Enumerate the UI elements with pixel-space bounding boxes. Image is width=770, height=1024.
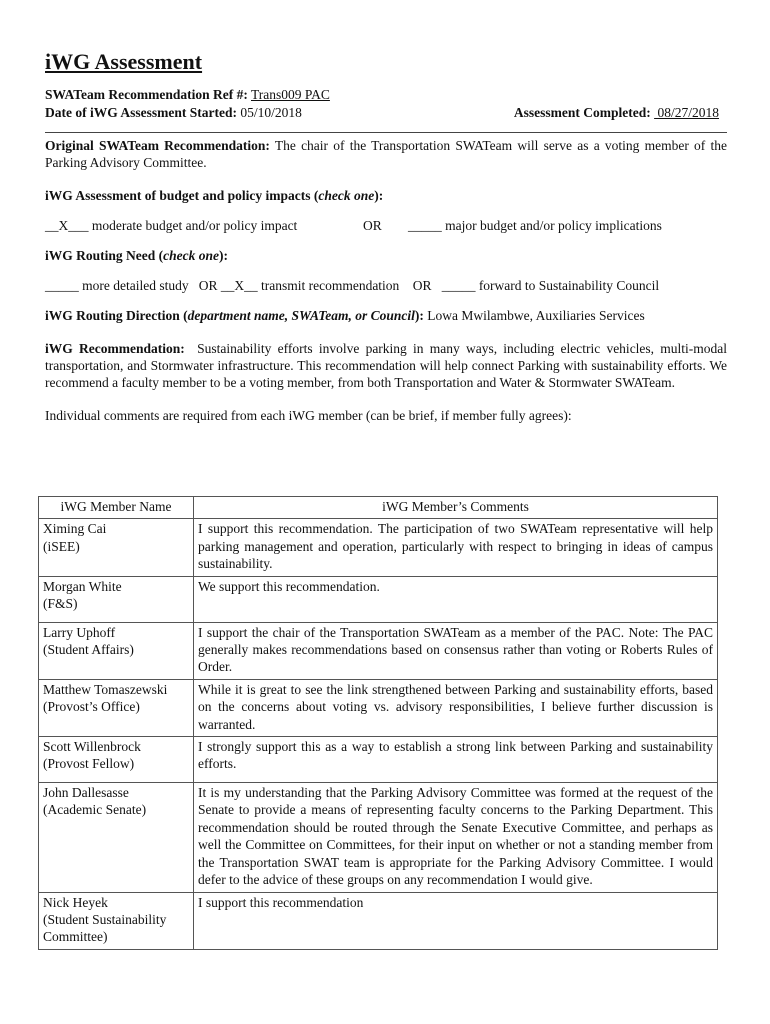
- member-affiliation: (Provost Fellow): [43, 756, 135, 772]
- routing-need-heading: [45, 247, 727, 265]
- member-cell: [39, 737, 194, 783]
- member-comment: I support this recommendation: [194, 892, 718, 949]
- routing-direction: [45, 307, 727, 324]
- member-affiliation: (iSEE): [43, 538, 80, 554]
- member-comment: I support the chair of the Transportation SWATeam as a member of the PAC. Note: The PAC generally makes recommendations based on consensus rather than voting or Roberts Rules of Order.: [194, 622, 718, 679]
- member-affiliation: (Student Sustainability Committee): [43, 911, 167, 945]
- completed-group: [514, 104, 719, 122]
- comments-table: [38, 496, 718, 950]
- header-member-name: iWG Member Name: [39, 497, 194, 519]
- member-comment: It is my understanding that the Parking Advisory Committee was formed at the request of the Senate to provide a means of representing faculty concerns to the Parking Department. This recommendation should be routed through the Senate Executive Committee, and perhaps as well the Committee on Committees, for their input on whether or not a standing member from the Transportation SWAT team is appropriate for the Parking Advisory Committee. I would defer to the advice of these groups on any recommendation I would give.: [194, 783, 718, 892]
- budget-heading: [45, 187, 727, 205]
- routing-direction-pre: iWG Routing Direction (: [45, 308, 188, 323]
- member-name: Nick Heyek: [43, 894, 108, 910]
- member-name: John Dallesasse: [43, 785, 129, 801]
- header-member-comments: iWG Member’s Comments: [194, 497, 718, 519]
- started-value: 05/10/2018: [240, 105, 302, 120]
- budget-heading-em: check one: [318, 188, 375, 203]
- routing-need-pre: iWG Routing Need (: [45, 248, 164, 263]
- routing-need-post: ):: [218, 248, 228, 263]
- member-name: Matthew Tomaszewski: [43, 681, 168, 697]
- started-label: Date of iWG Assessment Started:: [45, 105, 237, 120]
- member-cell: [39, 783, 194, 892]
- dates-line: [45, 104, 727, 122]
- table-row: [39, 576, 718, 622]
- member-affiliation: (Student Affairs): [43, 642, 134, 658]
- budget-heading-post: ):: [374, 188, 384, 203]
- completed-date: 08/27/2018: [657, 105, 719, 120]
- member-name: Ximing Cai: [43, 521, 107, 537]
- routing-need-options: _____ more detailed study OR __X__ transmit recommendation OR _____ forward to Sustainability Council: [45, 278, 660, 293]
- document-page: [45, 48, 727, 424]
- ref-value: Trans009 PAC: [251, 87, 330, 102]
- table-row: [39, 679, 718, 736]
- member-cell: [39, 576, 194, 622]
- ref-label: SWATeam Recommendation Ref #:: [45, 87, 248, 102]
- page-title: iWG Assessment: [45, 49, 203, 74]
- member-affiliation: (Provost’s Office): [43, 699, 140, 715]
- original-recommendation: [45, 137, 727, 171]
- divider: [45, 132, 727, 133]
- completed-label: Assessment Completed:: [513, 105, 651, 120]
- original-label: Original SWATeam Recommendation:: [45, 138, 270, 153]
- routing-direction-post: ):: [414, 308, 424, 323]
- member-name: Larry Uphoff: [43, 624, 116, 640]
- member-cell: [39, 622, 194, 679]
- table-row: [39, 892, 718, 949]
- member-comment: We support this recommendation.: [194, 576, 718, 622]
- table-row: [39, 622, 718, 679]
- member-cell: [39, 519, 194, 576]
- ref-line: [45, 86, 727, 104]
- started-group: [45, 104, 302, 122]
- budget-option-major: _____ major budget and/or policy implications: [408, 218, 662, 233]
- iwg-recommendation-text: Sustainability efforts involve parking in many ways, including electric vehicles, multi-modal transportation, and Stormwater infrastructure. This recommendation will help connect Parking with sustainability efforts. We recommend a faculty member to be a voting member, from both Transportation and Water & Stormwater SWATeam.: [45, 341, 728, 390]
- budget-options: [45, 217, 727, 235]
- meta-block: [45, 86, 727, 122]
- member-name: Scott Willenbrock: [43, 739, 141, 755]
- budget-or: OR: [363, 218, 382, 233]
- budget-heading-pre: iWG Assessment of budget and policy impacts (: [45, 188, 319, 203]
- member-cell: [39, 892, 194, 949]
- routing-direction-value: Lowa Mwilambwe, Auxiliaries Services: [427, 308, 645, 323]
- member-cell: [39, 679, 194, 736]
- member-affiliation: (Academic Senate): [43, 802, 147, 818]
- member-comment: I support this recommendation. The participation of two SWATeam representative will help parking management and operation, particularly with respect to bringing in ideas of campus sustainability.: [194, 519, 718, 576]
- original-text: The chair of the Transportation SWATeam will serve as a voting member of the Parking Advisory Committee.: [45, 138, 727, 170]
- member-comment: I strongly support this as a way to establish a strong link between Parking and sustainability efforts.: [194, 737, 718, 783]
- routing-direction-label: [45, 308, 424, 323]
- member-name: Morgan White: [43, 578, 122, 594]
- table-header-row: [39, 497, 718, 519]
- iwg-recommendation-label: iWG Recommendation:: [45, 341, 185, 356]
- routing-direction-em: department name, SWATeam, or Council: [187, 308, 415, 323]
- table-row: [39, 783, 718, 892]
- routing-need-em: check one: [163, 248, 219, 263]
- instructions: Individual comments are required from each iWG member (can be brief, if member fully agrees):: [45, 408, 572, 423]
- budget-option-moderate: __X___ moderate budget and/or policy impact: [45, 218, 298, 233]
- member-comment: While it is great to see the link strengthened between Parking and sustainability efforts, based on the concerns about voting vs. advisory responsibilities, I believe further discussion is warranted.: [194, 679, 718, 736]
- iwg-recommendation: [45, 340, 727, 391]
- completed-value: [654, 105, 719, 120]
- table-row: [39, 519, 718, 576]
- table-row: [39, 737, 718, 783]
- member-affiliation: (F&S): [43, 596, 78, 612]
